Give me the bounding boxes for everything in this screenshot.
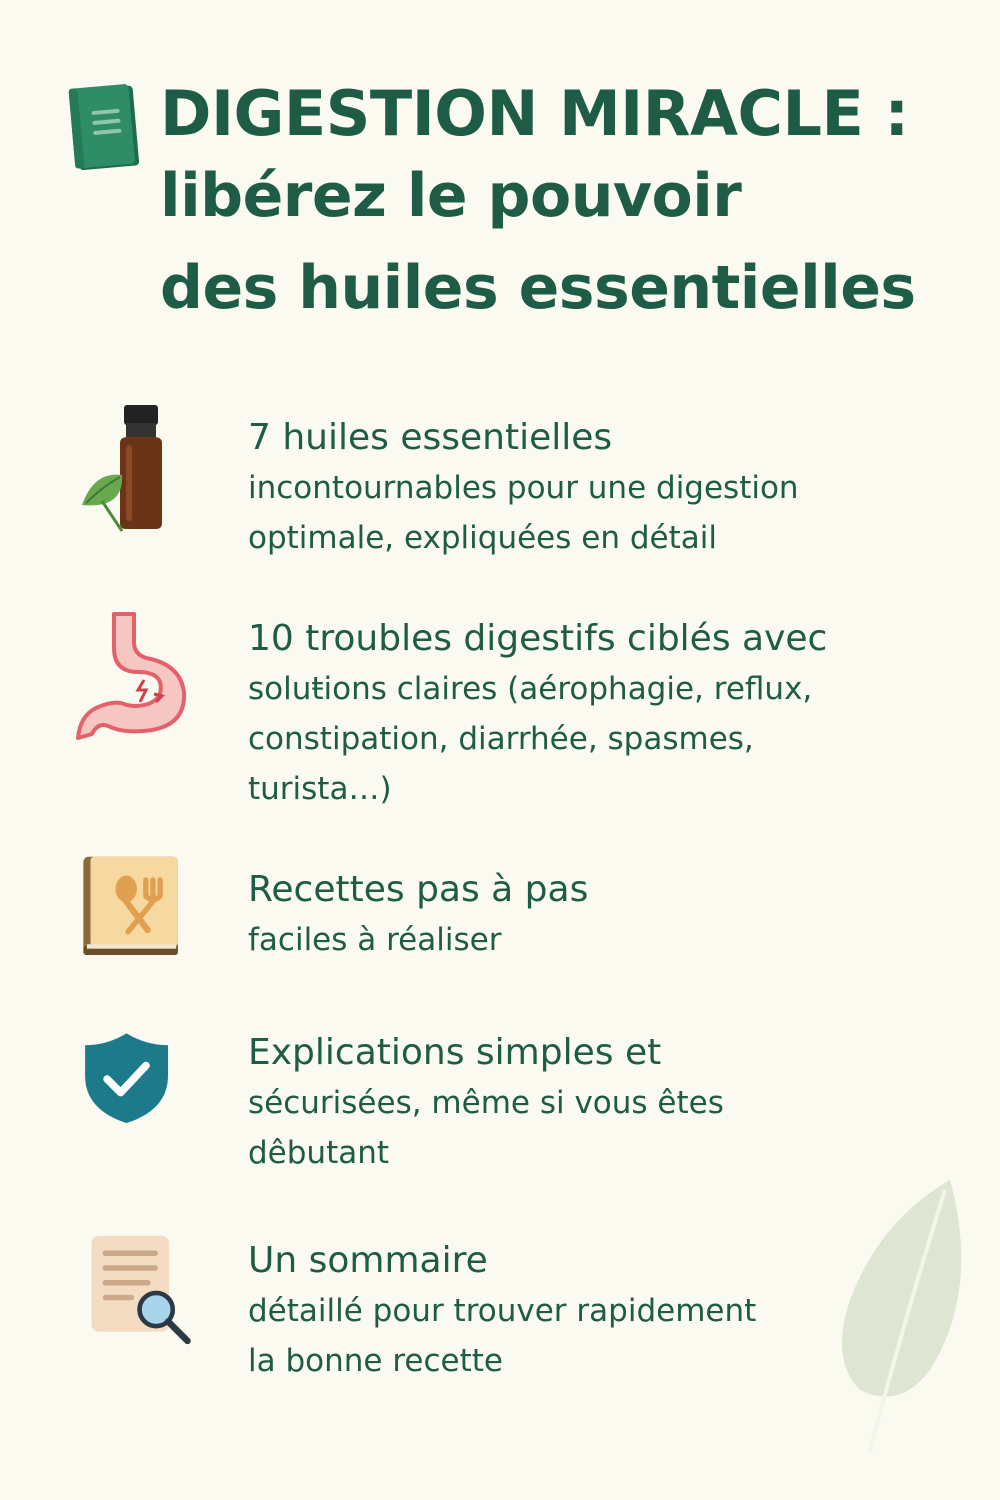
feature-description: détaillé pour trouver rapidement la bonne recette (248, 1293, 757, 1379)
feature-headline: 7 huiles essentielles (248, 417, 613, 458)
essential-oil-bottle-icon (72, 405, 202, 535)
feature-item-digestive-troubles (0, 610, 1000, 810)
feature-text (248, 1028, 948, 1178)
shield-check-icon (80, 1030, 190, 1140)
feature-text (248, 614, 948, 814)
feature-item-safe-explanations (0, 1030, 1000, 1190)
title-line-2: libérez le pouvoir (160, 161, 742, 231)
leaf-decoration-icon (820, 1170, 980, 1460)
recipe-book-icon (78, 855, 194, 971)
feature-headline: Un sommaire (248, 1240, 488, 1281)
feature-description: faciles à réaliser (248, 922, 502, 958)
feature-text (248, 413, 948, 563)
header (0, 0, 1000, 360)
feature-item-essential-oils (0, 405, 1000, 565)
feature-item-recipes (0, 855, 1000, 985)
document-search-icon (86, 1232, 206, 1352)
stomach-icon (72, 612, 202, 742)
feature-description: soluŧions claires (aérophagie, reflux, constipation, diarrhée, spasmes, turista…) (248, 671, 813, 807)
title-line-1: DIGESTION MIRACLE : (160, 77, 909, 150)
feature-headline: 10 troubles digestifs ciblés avec (248, 618, 828, 659)
title-line-3: des huiles essentielles (160, 253, 916, 323)
feature-text (248, 865, 948, 965)
feature-description: incontournables pour une digestion optimale, expliquées en détail (248, 470, 799, 556)
page-title (160, 78, 980, 334)
feature-description: sécurisées, même si vous êtes dêbutant (248, 1085, 724, 1171)
book-icon (66, 82, 144, 174)
feature-headline: Explications simples et (248, 1032, 662, 1073)
feature-headline: Recettes pas à pas (248, 869, 589, 910)
